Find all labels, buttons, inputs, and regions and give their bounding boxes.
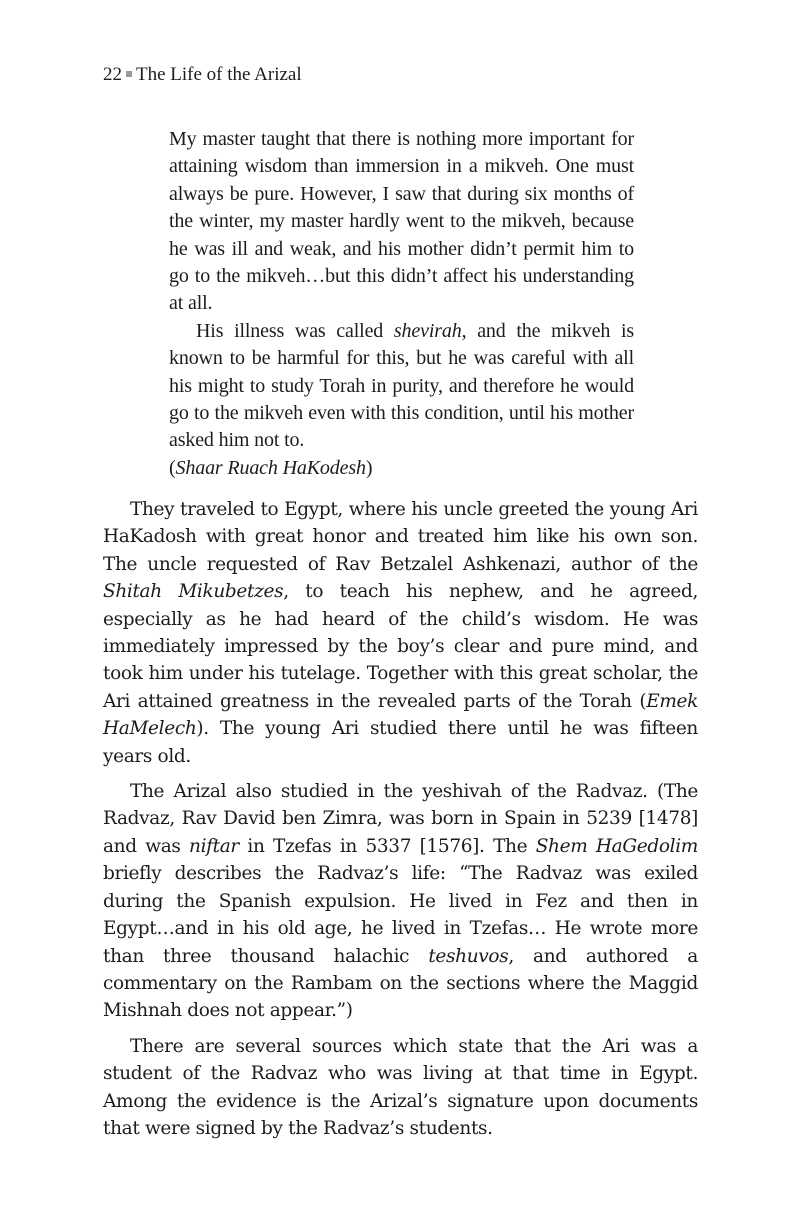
body-text-run: , and authored a commentary on the Rambam on the sections where the Maggid Mishnah does not appear.”) bbox=[103, 945, 698, 1022]
book-title: Emek HaMelech bbox=[103, 690, 698, 740]
quote-paragraph-2 bbox=[169, 318, 634, 455]
book-title: Shem HaGedolim bbox=[535, 835, 698, 857]
body-text bbox=[103, 496, 698, 1150]
page-number: 22 bbox=[103, 64, 122, 85]
body-text-run: They traveled to Egypt, where his uncle greeted the young Ari HaKadosh with great honor and treated him like his own son. The uncle requested of Rav Betzalel Ashkenazi, author of the bbox=[103, 499, 698, 575]
quote-source bbox=[169, 455, 634, 482]
book-title: Shitah Mikubetzes bbox=[103, 581, 284, 603]
running-title: The Life of the Arizal bbox=[136, 64, 302, 85]
body-text-run: briefly describes the Radvaz’s life: “The Radvaz was exiled during the Spanish expulsion. He lived in Fez and then in Egypt…and in his old age, he lived in Tzefas… He wrote more than three thousand halachic bbox=[103, 863, 698, 967]
body-paragraph-2 bbox=[103, 778, 698, 1025]
body-text-run: , to teach his nephew, and he agreed, especially as he had heard of the child’s wisdom. He was immediately impressed by the boy’s clear and pure mind, and took him under his tutelage. Together with this great scholar, the Ari attained greatness in the revealed parts of the Torah ( bbox=[103, 581, 698, 712]
quote-text: His illness was called bbox=[196, 319, 394, 342]
hebrew-term: shevirah bbox=[393, 319, 462, 342]
hebrew-term: niftar bbox=[189, 835, 239, 857]
block-quote bbox=[169, 126, 634, 482]
quote-paragraph-1: My master taught that there is nothing more important for attaining wisdom than immersion in a mikveh. One must always be pure. However, I saw that during six months of the winter, my master hardly went to the mikveh, because he was ill and weak, and his mother didn’t permit him to go to the mikveh…but this didn’t affect his understanding at all. bbox=[169, 128, 634, 315]
body-text-run: in Tzefas in 5337 [1576]. The bbox=[238, 835, 536, 857]
body-paragraph-3: There are several sources which state that the Ari was a student of the Radvaz who was living at that time in Egypt. Among the evidence is the Arizal’s signature upon documents that were signed by the Radvaz’s students. bbox=[103, 1035, 698, 1139]
source-paren-open: ( bbox=[169, 456, 176, 479]
hebrew-term: teshuvos bbox=[428, 945, 509, 967]
source-title: Shaar Ruach HaKodesh bbox=[175, 456, 366, 479]
body-paragraph-1 bbox=[103, 496, 698, 770]
body-text-run: ). The young Ari studied there until he was fifteen years old. bbox=[103, 718, 698, 767]
header-separator bbox=[126, 71, 132, 77]
running-header bbox=[103, 62, 302, 88]
quote-text: , and the mikveh is known to be harmful for this, but he was careful with all his might to study Torah in purity, and therefore he would go to the mikveh even with this condition, until his mother asked him not to. bbox=[169, 319, 634, 452]
body-text-run: The Arizal also studied in the yeshivah of the Radvaz. (The Radvaz, Rav David ben Zimra, was born in Spain in 5239 [1478] and was bbox=[103, 781, 698, 857]
source-paren-close: ) bbox=[365, 456, 373, 479]
